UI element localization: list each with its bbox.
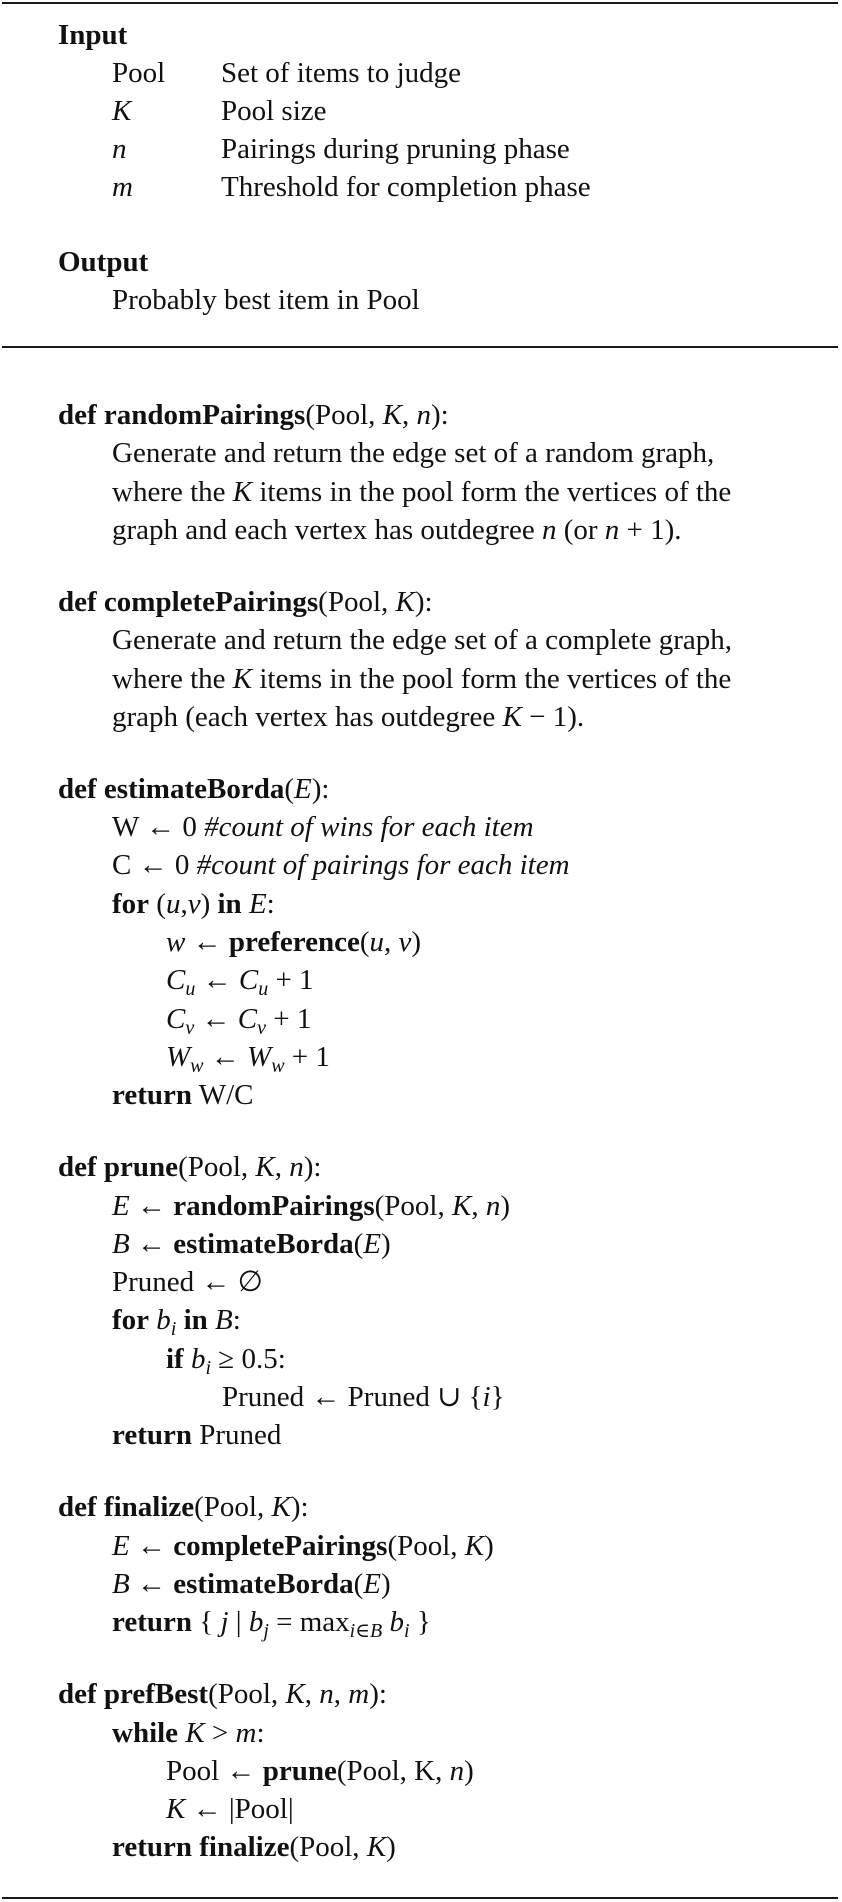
param-desc: Threshold for completion phase bbox=[221, 171, 591, 203]
function-signature bbox=[58, 1153, 321, 1182]
italic-text: n bbox=[449, 1754, 465, 1787]
top-rule bbox=[2, 2, 838, 4]
bold-text: randomPairings bbox=[173, 1189, 375, 1222]
text: items in the pool form the vertices of the bbox=[252, 662, 732, 695]
text: ) bbox=[500, 1189, 510, 1222]
text: ) bbox=[381, 1227, 391, 1260]
code-line bbox=[112, 626, 732, 655]
bold-text: def bbox=[58, 1491, 104, 1524]
text: ( bbox=[353, 1227, 364, 1260]
text: ( bbox=[284, 772, 294, 805]
text: ← bbox=[129, 1227, 174, 1260]
text: ) bbox=[411, 926, 422, 958]
code-line bbox=[112, 1716, 265, 1749]
subscript: i bbox=[205, 1356, 212, 1379]
text: : bbox=[232, 1304, 241, 1337]
text: Generate and return the edge set of a complete graph, bbox=[112, 624, 732, 657]
italic-text: K bbox=[232, 662, 253, 695]
subscript: v bbox=[185, 1016, 195, 1039]
text: (Pool, bbox=[289, 1831, 367, 1864]
italic-text: K bbox=[232, 475, 253, 508]
italic-text: v bbox=[398, 926, 412, 958]
text: ): bbox=[303, 1151, 322, 1184]
italic-text: u bbox=[369, 926, 384, 958]
italic-text: K bbox=[382, 399, 403, 431]
italic-text: #count of wins for each item bbox=[204, 811, 534, 844]
italic-text: j bbox=[220, 1606, 229, 1639]
italic-text: K bbox=[271, 1491, 291, 1524]
text: items in the pool form the vertices of the bbox=[252, 475, 732, 508]
text: ) bbox=[386, 1831, 396, 1864]
text: (Pool, bbox=[178, 1151, 256, 1184]
italic-text: E bbox=[294, 772, 312, 805]
code-line bbox=[112, 1421, 281, 1450]
text: Pruned ← ∅ bbox=[112, 1266, 263, 1299]
italic-text: w bbox=[166, 926, 186, 958]
param-row-n bbox=[0, 135, 842, 164]
text: , bbox=[180, 887, 188, 920]
italic-text: E bbox=[112, 1189, 130, 1222]
bold-text: return bbox=[112, 1606, 193, 1639]
italic-text: #count of pairings for each item bbox=[196, 849, 570, 882]
code-line bbox=[112, 1606, 431, 1643]
code-line bbox=[112, 513, 682, 546]
text: > bbox=[204, 1716, 236, 1749]
subscript: v bbox=[257, 1016, 266, 1039]
bold-text: completePairings bbox=[173, 1529, 388, 1562]
subscript: i∈B bbox=[349, 1620, 383, 1643]
bold-text: def bbox=[58, 585, 104, 618]
text: (Pool, bbox=[194, 1491, 272, 1524]
output-description: Probably best item in Pool bbox=[112, 284, 420, 316]
subscript: j bbox=[263, 1620, 269, 1643]
italic-text: E bbox=[248, 887, 267, 920]
text: ← |Pool| bbox=[185, 1793, 294, 1826]
function-signature bbox=[58, 772, 330, 805]
italic-text: W bbox=[166, 1040, 191, 1073]
param-name: Pool bbox=[112, 57, 166, 89]
text bbox=[176, 1304, 183, 1336]
italic-text: K bbox=[255, 1151, 275, 1184]
italic-text: C bbox=[166, 964, 186, 997]
text: ): bbox=[414, 585, 433, 618]
bold-text: def bbox=[58, 399, 104, 431]
text: − 1). bbox=[521, 700, 585, 733]
function-signature bbox=[58, 1680, 387, 1709]
text: ( bbox=[359, 926, 370, 958]
subscript: u bbox=[258, 978, 269, 1001]
middle-rule bbox=[2, 346, 838, 348]
italic-text: n bbox=[604, 513, 620, 546]
text: , bbox=[402, 399, 417, 431]
text: ← bbox=[194, 1002, 238, 1035]
bold-text: while bbox=[112, 1716, 179, 1749]
code-line bbox=[166, 928, 421, 957]
bold-text: estimateBorda bbox=[173, 1227, 354, 1260]
text: , bbox=[333, 1678, 349, 1711]
code-line bbox=[112, 700, 585, 733]
text: = max bbox=[268, 1606, 350, 1639]
text: where the bbox=[112, 475, 233, 508]
italic-text: i bbox=[482, 1381, 491, 1413]
text: W/C bbox=[192, 1079, 254, 1112]
text: ← bbox=[185, 926, 229, 958]
italic-text: b bbox=[389, 1606, 404, 1639]
text: graph (each vertex has outdegree bbox=[112, 700, 503, 733]
code-line bbox=[166, 1342, 286, 1379]
text: (Pool, bbox=[208, 1678, 286, 1711]
bold-text: in bbox=[183, 1304, 208, 1337]
bold-text: for bbox=[112, 1304, 150, 1337]
italic-text: n bbox=[416, 399, 432, 431]
text: ≥ 0.5: bbox=[211, 1342, 286, 1375]
code-line bbox=[166, 1795, 294, 1824]
text: ): bbox=[369, 1678, 387, 1711]
bold-text: def bbox=[58, 1151, 104, 1184]
function-signature bbox=[58, 585, 433, 618]
text: , bbox=[304, 1678, 320, 1711]
italic-text: K bbox=[366, 1831, 387, 1864]
italic-text: B bbox=[112, 1227, 130, 1260]
param-row-k bbox=[0, 97, 842, 126]
italic-text: E bbox=[363, 1227, 382, 1260]
param-row-pool bbox=[0, 59, 842, 88]
code-line bbox=[112, 1189, 510, 1222]
text: (Pool, bbox=[374, 1189, 452, 1222]
subscript: i bbox=[170, 1318, 177, 1341]
text: Pruned ← Pruned ∪ { bbox=[222, 1381, 483, 1413]
text: W ← 0 bbox=[112, 811, 205, 844]
text: ) bbox=[381, 1567, 391, 1600]
text: ( bbox=[353, 1567, 364, 1600]
text: ) bbox=[200, 887, 218, 920]
code-line bbox=[166, 964, 314, 1001]
param-desc: Pairings during pruning phase bbox=[221, 133, 570, 165]
text: + 1 bbox=[265, 1002, 312, 1035]
param-name: n bbox=[112, 133, 127, 165]
italic-text: b bbox=[248, 1606, 264, 1639]
param-desc: Pool size bbox=[221, 95, 327, 127]
text: (or bbox=[556, 513, 605, 546]
param-row-m bbox=[0, 173, 842, 202]
text: : bbox=[266, 887, 275, 920]
text bbox=[382, 1606, 389, 1638]
italic-text: K bbox=[285, 1678, 305, 1711]
text: ← bbox=[129, 1189, 174, 1222]
italic-text: C bbox=[237, 1002, 258, 1035]
italic-text: C bbox=[166, 1002, 186, 1035]
text: ) bbox=[484, 1529, 494, 1562]
bold-text: def bbox=[58, 1678, 104, 1711]
italic-text: b bbox=[156, 1304, 171, 1337]
text: : bbox=[256, 1716, 265, 1749]
italic-text: K bbox=[464, 1529, 485, 1562]
text: + 1 bbox=[268, 964, 314, 997]
bold-text: in bbox=[217, 887, 242, 920]
bold-text: estimateBorda bbox=[103, 772, 285, 805]
italic-text: B bbox=[215, 1304, 233, 1337]
text: } bbox=[490, 1381, 505, 1413]
text: (Pool, bbox=[318, 585, 396, 618]
italic-text: K bbox=[185, 1716, 205, 1749]
text: Generate and return the edge set of a random graph, bbox=[112, 437, 715, 470]
italic-text: K bbox=[166, 1793, 186, 1826]
bold-text: finalize bbox=[199, 1831, 290, 1864]
code-line bbox=[112, 475, 732, 508]
code-line bbox=[166, 1002, 312, 1039]
italic-text: E bbox=[112, 1529, 130, 1562]
text: ← bbox=[129, 1529, 174, 1562]
text: ): bbox=[290, 1491, 309, 1524]
bold-text: return bbox=[112, 1419, 193, 1452]
subscript: w bbox=[190, 1054, 204, 1077]
text: (Pool, bbox=[305, 399, 383, 431]
text bbox=[242, 888, 249, 920]
text: ): bbox=[311, 772, 330, 805]
text: ← bbox=[129, 1567, 174, 1600]
bold-text: def bbox=[58, 772, 104, 805]
bold-text: return bbox=[112, 1831, 193, 1864]
text: { bbox=[192, 1606, 221, 1639]
text: | bbox=[228, 1606, 249, 1639]
subscript: w bbox=[271, 1054, 285, 1077]
code-line bbox=[112, 887, 275, 920]
italic-text: n bbox=[541, 513, 557, 546]
bold-text: prune bbox=[103, 1151, 179, 1184]
italic-text: K bbox=[451, 1189, 472, 1222]
bold-text: randomPairings bbox=[103, 399, 306, 431]
output-heading: Output bbox=[58, 246, 149, 278]
text: ( bbox=[149, 887, 166, 920]
italic-text: n bbox=[485, 1189, 501, 1222]
bold-text: prefBest bbox=[103, 1678, 209, 1711]
text bbox=[184, 1343, 191, 1375]
code-line bbox=[166, 1754, 474, 1787]
code-line bbox=[112, 439, 714, 468]
italic-text: b bbox=[190, 1342, 206, 1375]
text bbox=[208, 1304, 215, 1336]
text: Pruned bbox=[192, 1419, 282, 1452]
subscript: i bbox=[404, 1620, 410, 1643]
bold-text: estimateBorda bbox=[173, 1567, 354, 1600]
subscript: u bbox=[185, 978, 196, 1001]
bold-text: if bbox=[166, 1342, 184, 1375]
text: , bbox=[471, 1189, 486, 1222]
param-name: K bbox=[112, 95, 132, 127]
text: ← bbox=[195, 964, 239, 997]
text: } bbox=[409, 1606, 431, 1639]
input-heading: Input bbox=[58, 19, 128, 51]
code-line bbox=[112, 1833, 396, 1862]
code-line bbox=[112, 1304, 241, 1341]
italic-text: E bbox=[363, 1567, 382, 1600]
text: + 1). bbox=[619, 513, 682, 546]
italic-text: u bbox=[165, 887, 181, 920]
text: graph and each vertex has outdegree bbox=[112, 513, 542, 546]
text: Pool ← bbox=[166, 1754, 263, 1787]
bold-text: return bbox=[112, 1079, 193, 1112]
code-line bbox=[222, 1383, 505, 1412]
bold-text: finalize bbox=[103, 1491, 195, 1524]
italic-text: m bbox=[348, 1678, 370, 1711]
function-signature bbox=[58, 401, 449, 430]
code-line bbox=[112, 1081, 254, 1110]
text: ): bbox=[431, 399, 449, 431]
bold-text: for bbox=[112, 887, 150, 920]
text: C ← 0 bbox=[112, 849, 197, 882]
code-line bbox=[112, 813, 534, 842]
italic-text: K bbox=[502, 700, 522, 733]
bottom-rule bbox=[2, 1897, 838, 1899]
code-line bbox=[112, 1227, 391, 1260]
italic-text: n bbox=[289, 1151, 304, 1184]
italic-text: C bbox=[238, 964, 259, 997]
text: + 1 bbox=[284, 1040, 330, 1073]
bold-text: preference bbox=[228, 926, 360, 958]
text: ) bbox=[464, 1754, 474, 1787]
italic-text: W bbox=[247, 1040, 272, 1073]
text: where the bbox=[112, 662, 233, 695]
italic-text: B bbox=[112, 1567, 130, 1600]
code-line bbox=[166, 1040, 330, 1077]
bold-text: completePairings bbox=[103, 585, 319, 618]
italic-text: K bbox=[395, 585, 415, 618]
param-desc: Set of items to judge bbox=[221, 57, 462, 89]
code-line bbox=[112, 851, 570, 880]
italic-text: v bbox=[187, 887, 201, 920]
code-line bbox=[112, 1567, 391, 1600]
code-line bbox=[112, 1268, 263, 1297]
text: , bbox=[383, 926, 399, 958]
code-line bbox=[112, 662, 732, 695]
code-line bbox=[112, 1529, 494, 1562]
text: , bbox=[274, 1151, 290, 1184]
text: (Pool, bbox=[387, 1529, 465, 1562]
param-name: m bbox=[112, 171, 133, 203]
italic-text: n bbox=[319, 1678, 334, 1711]
text: ← bbox=[203, 1040, 248, 1073]
text: (Pool, K, bbox=[336, 1754, 450, 1787]
function-signature bbox=[58, 1493, 309, 1522]
italic-text: m bbox=[235, 1716, 257, 1749]
bold-text: prune bbox=[262, 1754, 337, 1787]
